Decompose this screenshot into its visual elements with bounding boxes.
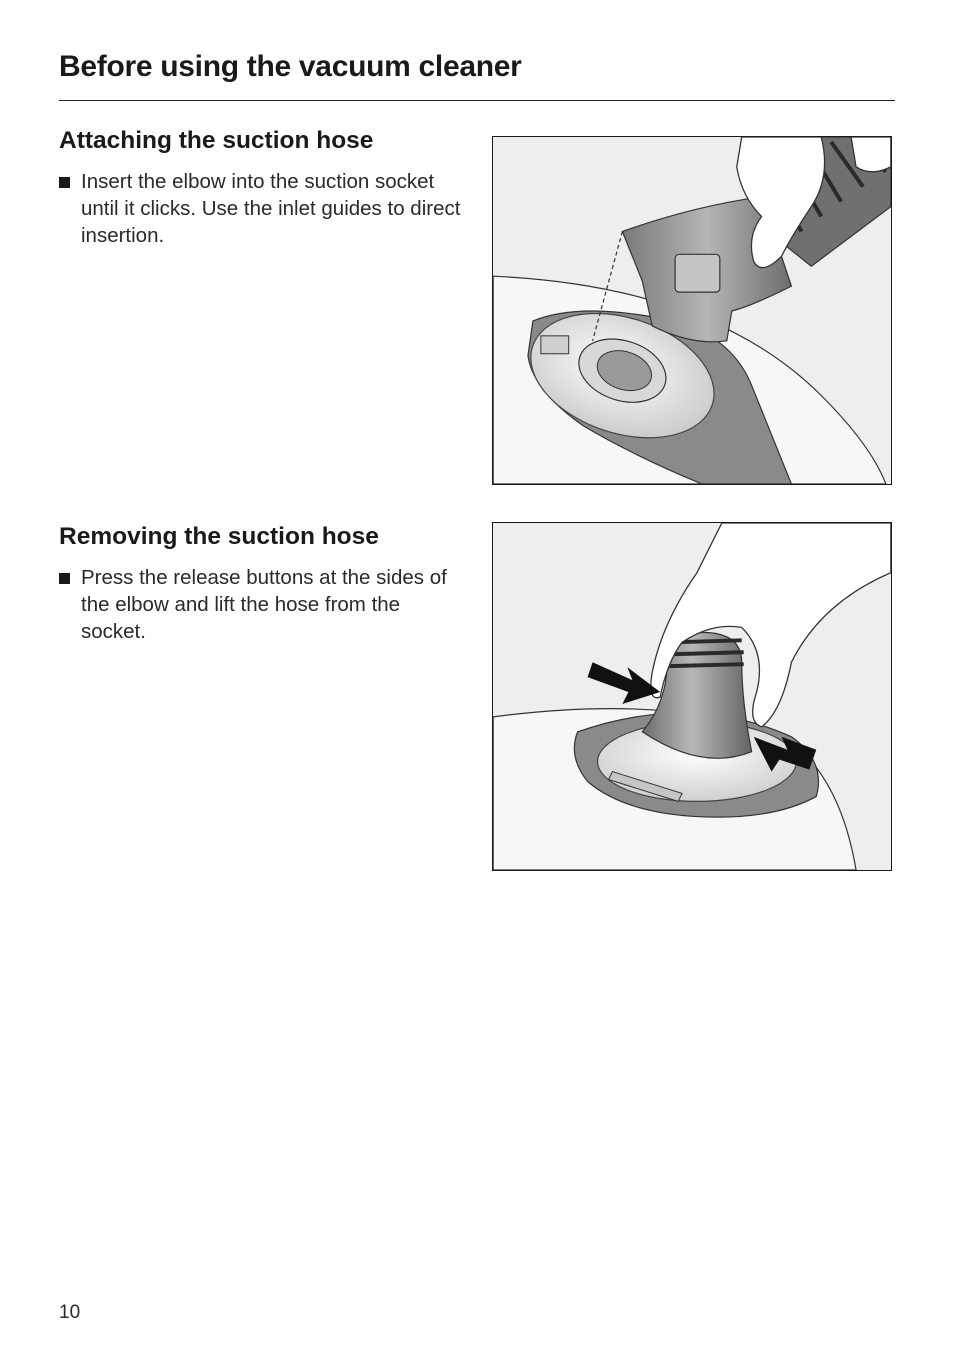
bullet-square-icon: [59, 168, 81, 249]
bullet-square-icon: [59, 564, 81, 645]
section-attaching: [59, 126, 469, 249]
hose-attach-illustration: [492, 136, 892, 485]
bullet-item: [59, 564, 469, 645]
section-heading: Removing the suction hose: [59, 523, 379, 550]
bullet-text: Press the release buttons at the sides of the elbow and lift the hose from the socket.: [81, 566, 447, 643]
bullet-text: Insert the elbow into the suction socket until it clicks. Use the inlet guides to direct insertion.: [81, 170, 461, 247]
section-removing: [59, 522, 469, 645]
bullet-item: [59, 168, 469, 249]
hose-remove-illustration: [492, 522, 892, 871]
page-title: Before using the vacuum cleaner: [59, 50, 522, 83]
section-heading: Attaching the suction hose: [59, 127, 374, 154]
page-number: 10: [59, 1302, 81, 1323]
title-divider: [59, 100, 895, 101]
